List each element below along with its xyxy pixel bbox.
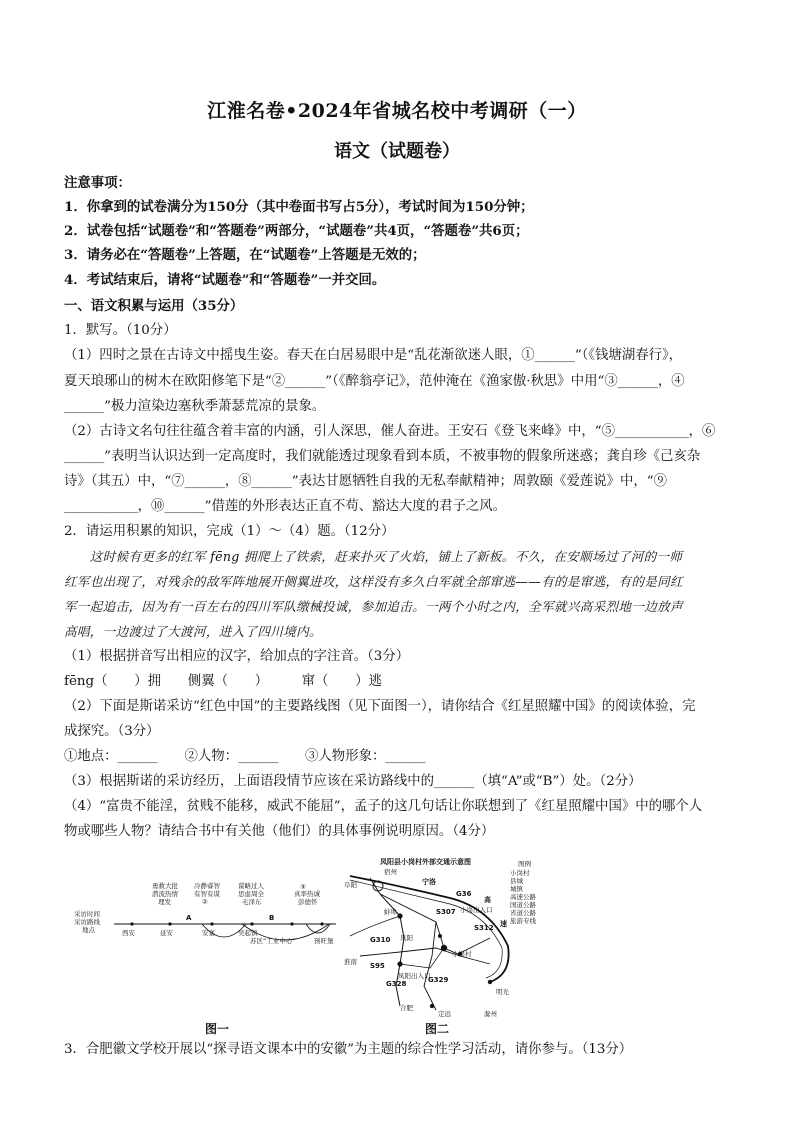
route-annotations [152, 882, 321, 906]
svg-text:省道公路: 省道公路 [510, 909, 536, 917]
question-title: 2．请运用积累的知识，完成（1）～（4）题。（12分） [64, 524, 395, 539]
route-start-label: 地点 [82, 926, 95, 934]
svg-text:明光: 明光 [496, 988, 509, 996]
svg-text:定远: 定远 [438, 1010, 451, 1018]
svg-text:勇救大批: 勇救大批 [152, 882, 178, 890]
svg-text:S95: S95 [370, 962, 385, 970]
svg-text:彭德怀: 彭德怀 [298, 898, 318, 906]
svg-text:G310: G310 [370, 936, 391, 944]
exam-title: 江淮名卷•2024年省城名校中考调研（一） [207, 100, 587, 122]
note-item: 2．试卷包括“试题卷”和“答题卷”两部分，“试题卷”共4页，“答题卷”共6页； [64, 223, 529, 239]
svg-text:宁洛: 宁洛 [422, 878, 436, 886]
question-line: 成探究。（3分） [64, 724, 160, 739]
map-legend [510, 859, 537, 925]
question-line: ①地点：______ ②人物：______ ③人物形象：______ [64, 749, 426, 764]
svg-text:真率热诚: 真率热诚 [294, 890, 320, 898]
svg-text:速: 速 [500, 920, 507, 928]
figure-1-route-diagram [74, 882, 342, 962]
route-start-label: 采访时间 [74, 910, 100, 918]
passage-line: 红军也出现了，对残余的敌军阵地展开侧翼进攻，这样没有多久白军就全部窜逃——有的是窜逃，有的是同红 [64, 574, 683, 589]
question-line: 夏天琅琊山的树木在欧阳修笔下是“②______”（《醉翁亭记》，范仲淹在《渔家傲·秋思》中用“③______，④ [64, 374, 685, 389]
svg-text:有智有谋: 有智有谋 [194, 890, 220, 898]
svg-text:G329: G329 [428, 976, 449, 984]
note-item: 3．请务必在“答题卷”上答题，在“试题卷”上答题是无效的； [64, 247, 426, 263]
note-item: 4．考试结束后，请将“试题卷”和“答题卷”一并交回。 [64, 272, 386, 288]
route-stop-label: 西安 [122, 929, 135, 937]
svg-text:阜阳: 阜阳 [344, 881, 357, 889]
figure-2-caption: 图二 [425, 1022, 450, 1036]
svg-text:小岗村: 小岗村 [510, 869, 530, 877]
svg-text:谋略过人: 谋略过人 [238, 882, 264, 890]
svg-text:③: ③ [300, 883, 306, 891]
svg-text:凤阳出入口: 凤阳出入口 [398, 972, 431, 980]
svg-text:高: 高 [484, 896, 491, 904]
route-stop-label: 安塞 [202, 929, 215, 937]
svg-text:潜流热情: 潜流热情 [152, 890, 178, 898]
notes-heading: 注意事项： [64, 175, 131, 191]
route-stop-label: 苏区“工业中心” [250, 937, 296, 945]
route-start-label: 采访路线 [74, 918, 100, 926]
svg-text:国道公路: 国道公路 [510, 901, 536, 909]
question-line: ______”极力渲染边塞秋季萧瑟荒凉的景象。 [64, 399, 326, 414]
svg-text:旅游专线: 旅游专线 [510, 917, 536, 925]
map-title: 凤阳县小岗村外部交通示意图 [380, 858, 471, 866]
figure-2-traffic-map [340, 856, 544, 1018]
question-line: （2）下面是斯诺采访“红色中国”的主要路线图（见下面图一），请你结合《红星照耀中国》的阅读体验，完 [64, 699, 696, 714]
svg-text:②: ② [202, 898, 208, 906]
passage-line: 高唱，一边渡过了大渡河，进入了四川境内。 [64, 624, 322, 639]
question-line: ______”表明当认识达到一定高度时，我们就能透过现象看到本质，不被事物的假象所迷惑；龚自珍《己亥杂 [64, 449, 701, 464]
question-line: 诗》（其五）中，“⑦______，⑧______”表达甘愿牺牲自我的无私奉献精神；周敦颐《爱莲说》中，“⑨ [64, 474, 668, 489]
svg-text:蚌埠: 蚌埠 [384, 908, 397, 916]
svg-text:图例: 图例 [518, 860, 531, 868]
route-marker-a: A [186, 914, 192, 922]
route-stop-label: 延安 [160, 929, 173, 937]
svg-text:小岗村: 小岗村 [452, 950, 472, 958]
section-heading: 一、语文积累与运用（35分） [64, 298, 244, 314]
question-title: 1．默写。（10分） [64, 323, 177, 338]
svg-text:滁州: 滁州 [484, 1010, 497, 1018]
route-marker-b: B [269, 914, 275, 922]
note-item: 1．你拿到的试卷满分为150分（其中卷面书写占5分），考试时间为150分钟； [64, 199, 534, 215]
svg-text:毛泽东: 毛泽东 [242, 898, 262, 906]
question-line: fēng（ ）拥 侧翼（ ） 窜（ ）逃 [64, 674, 382, 689]
svg-text:S307: S307 [436, 908, 456, 916]
route-stop-label: 吴起镇 [238, 929, 258, 937]
svg-text:小岗出入口: 小岗出入口 [460, 906, 493, 914]
passage-line: 军一起追击，因为有一百左右的四川军队缴械投诚，参加追击。一两个小时之内，全军就兴高采烈地一边放声 [64, 599, 683, 614]
svg-text:G36: G36 [456, 890, 472, 898]
svg-text:思虑周全: 思虑周全 [238, 890, 264, 898]
exam-subtitle: 语文（试题卷） [334, 141, 460, 162]
svg-text:高速公路: 高速公路 [510, 893, 536, 901]
question-line: （1）根据拼音写出相应的汉字，给加点的字注音。（3分） [64, 649, 410, 664]
question-title: 3．合肥徽文学校开展以“探寻语文课本中的安徽”为主题的综合性学习活动，请你参与。（13分） [64, 1042, 633, 1057]
route-stops [122, 914, 334, 945]
question-line: （3）根据斯诺的采访经历，上面语段情节应该在采访路线中的______（填“A”或“B”）处。（2分） [64, 774, 642, 789]
svg-text:S312: S312 [474, 924, 494, 932]
svg-text:宿州: 宿州 [384, 868, 397, 876]
route-stop-label: 预旺堡 [314, 937, 334, 945]
svg-text:G328: G328 [386, 980, 407, 988]
question-line: ___________，⑩______”借莲的外形表达正直不苟、豁达大度的君子之风。 [64, 499, 507, 514]
svg-text:合肥: 合肥 [400, 1004, 413, 1012]
question-line: （4）“富贵不能淫，贫贱不能移，威武不能屈”，孟子的这几句话让你联想到了《红星照耀中国》中的哪个人 [64, 799, 703, 814]
passage-line: 这时候有更多的红军 fēng 拥爬上了铁索，赶来扑灭了火焰，铺上了新板。不久，在安顺场过了河的一师 [64, 549, 683, 564]
svg-text:冷静睿智: 冷静睿智 [194, 882, 220, 890]
svg-text:城镇: 城镇 [510, 885, 523, 893]
svg-text:理发: 理发 [158, 898, 171, 906]
question-line: （1）四时之景在古诗文中摇曳生姿。春天在白居易眼中是“乱花渐欲迷人眼，①______”（《钱塘湖春行》， [64, 348, 683, 363]
svg-text:淮南: 淮南 [344, 958, 357, 966]
svg-text:县城: 县城 [510, 877, 523, 885]
svg-text:凤阳: 凤阳 [400, 934, 413, 942]
question-line: 物或哪些人物？请结合书中有关他（他们）的具体事例说明原因。（4分） [64, 824, 495, 839]
question-line: （2）古诗文名句往往蕴含着丰富的内涵，引人深思，催人奋进。王安石《登飞来峰》中，“⑤___________，⑥ [64, 424, 716, 439]
figure-1-caption: 图一 [205, 1022, 230, 1036]
